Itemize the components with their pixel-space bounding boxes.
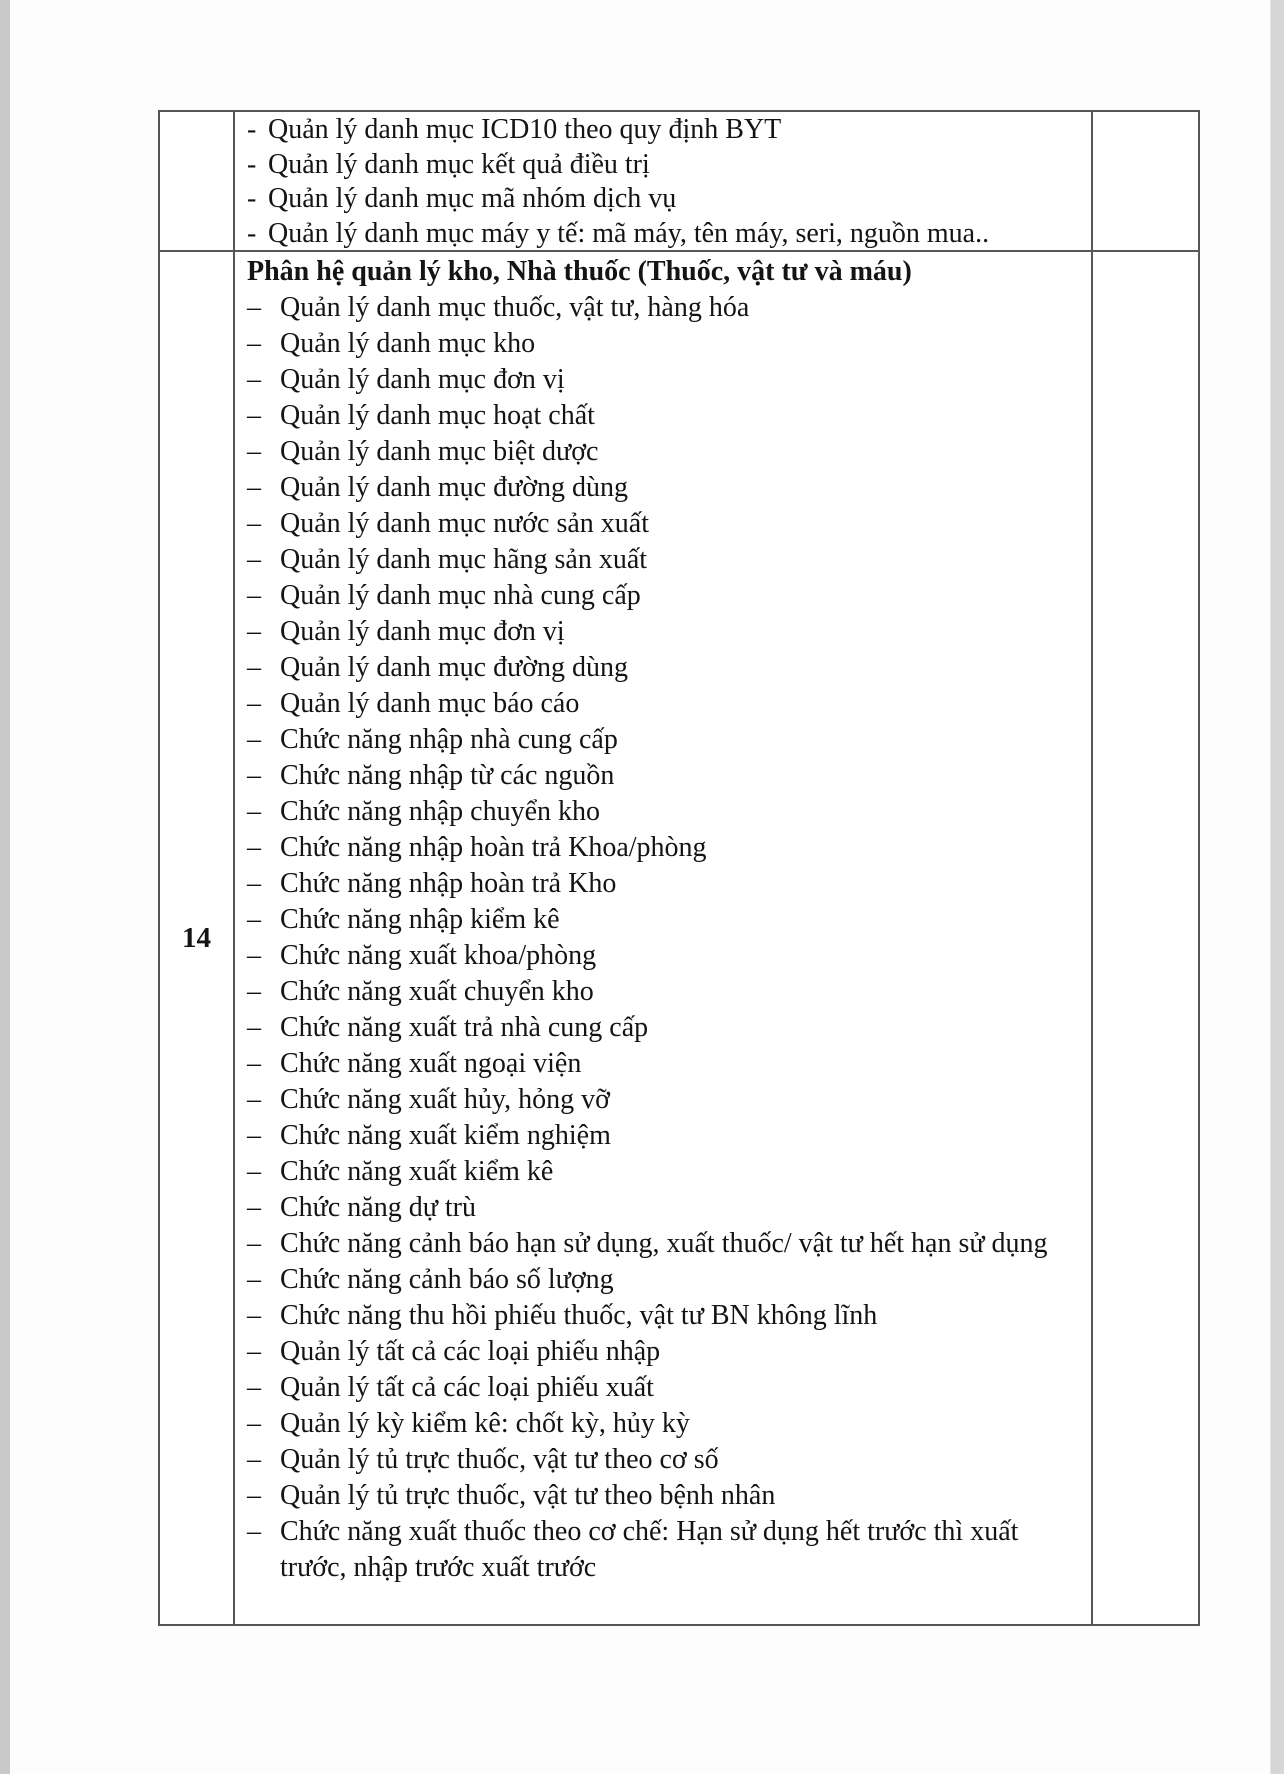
dash-marker: – [247, 760, 261, 791]
feature-item [247, 1370, 1081, 1406]
feature-text: Quản lý danh mục thuốc, vật tư, hàng hóa [280, 292, 750, 323]
feature-text: Chức năng nhập hoàn trả Khoa/phòng [280, 832, 707, 863]
feature-item [247, 1046, 1081, 1082]
feature-text: Chức năng cảnh báo hạn sử dụng, xuất thuốc/ vật tư hết hạn sử dụng [280, 1228, 1048, 1259]
dash-marker: - [247, 217, 257, 249]
dash-marker: – [247, 1192, 261, 1223]
feature-item [247, 974, 1081, 1010]
dash-marker: – [247, 904, 261, 935]
dash-marker: – [247, 400, 261, 431]
feature-text: Chức năng xuất thuốc theo cơ chế: Hạn sử dụng hết trước thì xuất trước, nhập trước xuất trước [280, 1516, 1019, 1583]
feature-text: Chức năng dự trù [280, 1192, 476, 1223]
dash-marker: – [247, 724, 261, 755]
feature-item [247, 650, 1081, 686]
dash-marker: – [247, 1408, 261, 1439]
page-right-edge [1270, 0, 1284, 1774]
feature-text: Chức năng xuất khoa/phòng [280, 940, 597, 971]
feature-item [247, 1334, 1081, 1370]
feature-text: Chức năng nhập kiểm kê [280, 904, 560, 935]
feature-item [247, 113, 1081, 148]
feature-item [247, 1442, 1081, 1478]
row-number: 14 [182, 921, 211, 954]
dash-marker: – [247, 616, 261, 647]
dash-marker: – [247, 796, 261, 827]
feature-text: Quản lý tất cả các loại phiếu nhập [280, 1336, 661, 1367]
dash-marker: – [247, 472, 261, 503]
dash-marker: – [247, 1300, 261, 1331]
dash-marker: – [247, 1084, 261, 1115]
feature-item [247, 434, 1081, 470]
feature-text: Chức năng xuất kiểm nghiệm [280, 1120, 611, 1151]
feature-item [247, 182, 1081, 217]
dash-marker: – [247, 976, 261, 1007]
dash-marker: – [247, 868, 261, 899]
table-row-partial [160, 112, 1198, 252]
row-number-cell [160, 252, 235, 1624]
row-number-cell [160, 112, 235, 250]
table-row-14 [160, 252, 1198, 1624]
feature-text: Chức năng xuất ngoại viện [280, 1048, 582, 1079]
dash-marker: - [247, 114, 257, 145]
feature-item [247, 1118, 1081, 1154]
dash-marker: – [247, 1228, 261, 1259]
feature-item [247, 794, 1081, 830]
feature-item [247, 830, 1081, 866]
dash-marker: – [247, 436, 261, 467]
dash-marker: – [247, 292, 261, 323]
feature-item [247, 217, 1081, 252]
feature-text: Quản lý tất cả các loại phiếu xuất [280, 1372, 654, 1403]
feature-item [247, 686, 1081, 722]
feature-text: Quản lý tủ trực thuốc, vật tư theo bệnh nhân [280, 1480, 776, 1511]
feature-text: Quản lý danh mục đường dùng [280, 472, 629, 503]
feature-text: Quản lý danh mục hãng sản xuất [280, 544, 648, 575]
feature-item [247, 290, 1081, 326]
feature-text: Quản lý danh mục kho [280, 328, 536, 359]
dash-marker: – [247, 580, 261, 611]
dash-marker: – [247, 1372, 261, 1403]
dash-marker: – [247, 1516, 261, 1547]
feature-item [247, 902, 1081, 938]
feature-item [247, 148, 1081, 183]
dash-marker: – [247, 364, 261, 395]
feature-item [247, 1406, 1081, 1442]
status-cell [1093, 252, 1198, 1624]
feature-text: Quản lý danh mục nhà cung cấp [280, 580, 641, 611]
feature-text: Chức năng xuất kiểm kê [280, 1156, 554, 1187]
dash-marker: – [247, 1120, 261, 1151]
feature-text: Quản lý danh mục đơn vị [280, 364, 565, 395]
dash-marker: – [247, 652, 261, 683]
feature-list-cell [235, 252, 1093, 1624]
feature-text: Chức năng xuất hủy, hỏng vỡ [280, 1084, 610, 1115]
feature-item [247, 1262, 1081, 1298]
feature-item [247, 722, 1081, 758]
feature-text: Quản lý danh mục báo cáo [280, 688, 580, 719]
dash-marker: – [247, 1048, 261, 1079]
feature-item [247, 578, 1081, 614]
feature-item [247, 1298, 1081, 1334]
feature-text: Chức năng cảnh báo số lượng [280, 1264, 614, 1295]
feature-text: Quản lý danh mục kết quả điều trị [268, 148, 650, 180]
feature-text: Chức năng thu hồi phiếu thuốc, vật tư BN không lĩnh [280, 1300, 878, 1331]
feature-item [247, 614, 1081, 650]
feature-item [247, 326, 1081, 362]
feature-item [247, 542, 1081, 578]
dash-marker: – [247, 1264, 261, 1295]
dash-marker: – [247, 1444, 261, 1475]
feature-item [247, 1010, 1081, 1046]
feature-text: Quản lý danh mục mã nhóm dịch vụ [268, 183, 677, 214]
feature-item [247, 758, 1081, 794]
dash-marker: – [247, 832, 261, 863]
feature-text: Quản lý tủ trực thuốc, vật tư theo cơ số [280, 1444, 719, 1475]
feature-text: Chức năng nhập hoàn trả Kho [280, 868, 617, 899]
feature-text: Quản lý danh mục ICD10 theo quy định BYT [268, 114, 782, 145]
feature-text: Chức năng xuất chuyển kho [280, 976, 594, 1007]
page-left-edge [0, 0, 10, 1774]
feature-text: Quản lý kỳ kiểm kê: chốt kỳ, hủy kỳ [280, 1408, 690, 1439]
feature-text: Quản lý danh mục đơn vị [280, 616, 565, 647]
feature-item [247, 1082, 1081, 1118]
feature-text: Chức năng xuất trả nhà cung cấp [280, 1012, 649, 1043]
feature-item [247, 1478, 1081, 1514]
feature-text: Quản lý danh mục đường dùng [280, 652, 629, 683]
dash-marker: – [247, 1336, 261, 1367]
dash-marker: – [247, 1480, 261, 1511]
feature-text: Chức năng nhập từ các nguồn [280, 760, 615, 791]
feature-item [247, 470, 1081, 506]
feature-item [247, 1190, 1081, 1226]
dash-marker: – [247, 1156, 261, 1187]
dash-marker: – [247, 688, 261, 719]
dash-marker: – [247, 940, 261, 971]
feature-item [247, 1154, 1081, 1190]
feature-item [247, 398, 1081, 434]
feature-text: Quản lý danh mục hoạt chất [280, 400, 595, 431]
feature-item [247, 1226, 1081, 1262]
dash-marker: – [247, 508, 261, 539]
status-cell [1093, 112, 1198, 250]
feature-list [247, 290, 1081, 1586]
feature-text: Chức năng nhập chuyển kho [280, 796, 600, 827]
feature-item [247, 938, 1081, 974]
feature-item [247, 506, 1081, 542]
feature-text: Quản lý danh mục biệt dược [280, 436, 599, 467]
dash-marker: – [247, 328, 261, 359]
requirements-table [158, 110, 1200, 1626]
feature-text: Quản lý danh mục nước sản xuất [280, 508, 650, 539]
feature-item [247, 1514, 1081, 1586]
dash-marker: – [247, 544, 261, 575]
feature-text: Quản lý danh mục máy y tế: mã máy, tên máy, seri, nguồn mua.. [268, 217, 990, 249]
section-header: Phân hệ quản lý kho, Nhà thuốc (Thuốc, vật tư và máu) [247, 256, 912, 287]
feature-list-cell [235, 112, 1093, 250]
dash-marker: – [247, 1012, 261, 1043]
dash-marker: - [247, 148, 257, 180]
feature-item [247, 866, 1081, 902]
feature-text: Chức năng nhập nhà cung cấp [280, 724, 618, 755]
feature-item [247, 362, 1081, 398]
dash-marker: - [247, 183, 257, 214]
